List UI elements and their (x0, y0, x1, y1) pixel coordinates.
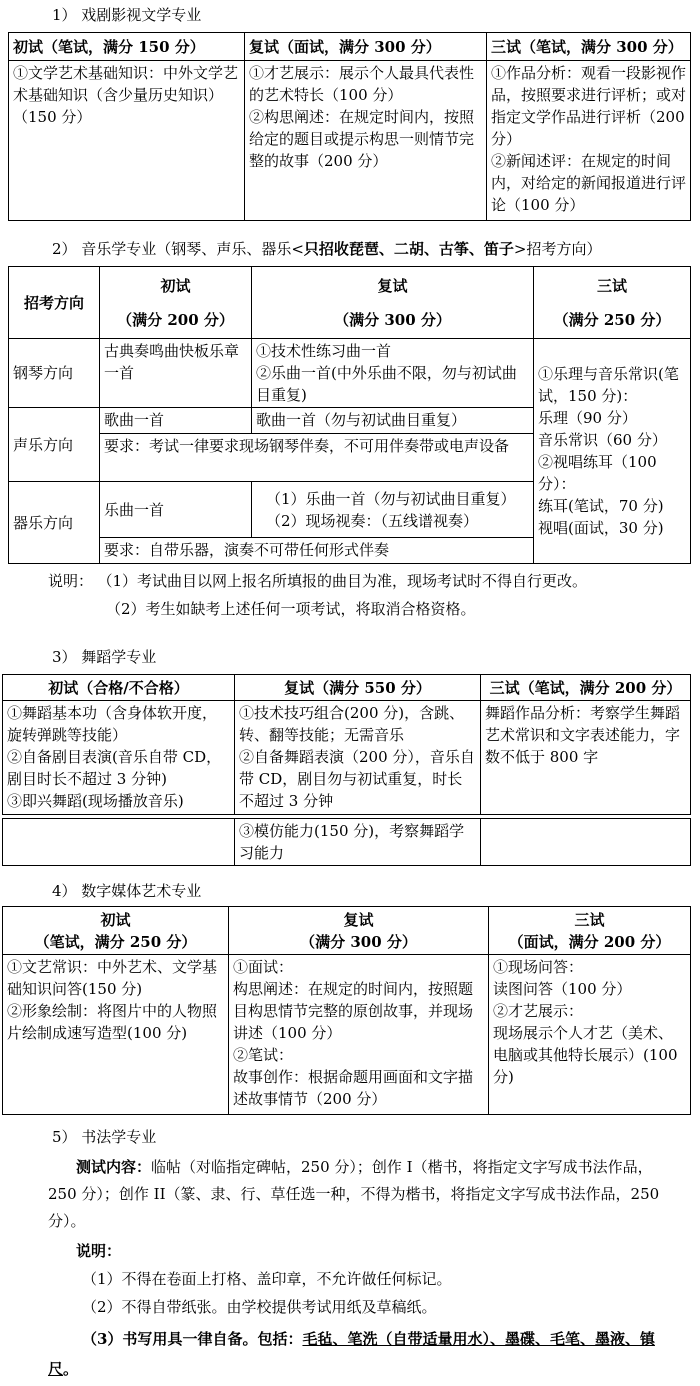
drama-third-item-2: ②新闻述评：在规定的时间内，对给定的新闻报道进行评论（100 分） (491, 152, 687, 214)
drama-first-item: ①文学艺术基础知识：中外文学艺术基础知识（含少量历史知识）（150 分） (13, 64, 239, 126)
piano-second-1: ①技术性练习曲一首 (256, 342, 392, 360)
dance-first-3: ③即兴舞蹈(现场播放音乐) (7, 792, 184, 810)
music-third-6: 视唱(面试，30 分) (538, 519, 664, 537)
media-first-1: ①文艺常识：中外艺术、文学基础知识问答(150 分) (7, 958, 218, 998)
instrument-second (252, 482, 534, 538)
media-second-3: ②笔试： (233, 1046, 294, 1064)
music-header-second-label: 复试 (377, 276, 408, 295)
section-2-title-post: >招考方向） (513, 240, 602, 258)
voice-direction: 声乐方向 (9, 408, 100, 482)
media-third-1: ①现场问答： (493, 958, 584, 976)
calligraphy-note-3-tools: 毛毡、笔洗（自带适量用水）、墨碟、毛笔、墨液、镇尺 (48, 1330, 655, 1378)
section-1-title: 1） 戏剧影视文学专业 (52, 6, 202, 24)
dance-second-1: ①技术技巧组合(200 分)，含跳、转、翻等技能；无需音乐 (239, 704, 465, 744)
calligraphy-content (48, 1154, 660, 1235)
media-header-first-label: 初试 (100, 910, 131, 929)
piano-first: 古典奏鸣曲快板乐章一首 (100, 339, 252, 408)
dance-first-cell (3, 701, 235, 815)
voice-requirement: 要求：考试一律要求现场钢琴伴奏，不可用伴奏带或电声设备 (100, 434, 534, 482)
instrument-second-1: （1）乐曲一首（勿与初试曲目重复） (266, 489, 516, 508)
music-header-second (252, 267, 534, 339)
media-second-cell (229, 955, 489, 1115)
dance-header-first: 初试（合格/不合格） (3, 675, 235, 701)
dance-table (2, 674, 691, 815)
media-table (2, 906, 691, 1115)
drama-second-cell (245, 61, 487, 221)
music-note-label: 说明： (48, 572, 94, 590)
drama-header-third: 三试（笔试，满分 300 分） (487, 33, 691, 61)
piano-second (252, 339, 534, 408)
dance-extra-empty-2 (481, 819, 691, 866)
calligraphy-note-3 (48, 1324, 668, 1384)
media-third-3: ②才艺展示： (493, 1002, 584, 1020)
calligraphy-note-1: （1）不得在卷面上打格、盖印章，不允许做任何标记。 (82, 1270, 452, 1288)
calligraphy-note-3-post: 。 (63, 1360, 79, 1378)
piano-direction: 钢琴方向 (9, 339, 100, 408)
music-third-cell (534, 339, 691, 564)
music-header-first-score: （满分 200 分） (117, 310, 234, 329)
music-header-first (100, 267, 252, 339)
music-header-first-label: 初试 (160, 276, 191, 295)
media-second-1: ①面试： (233, 958, 294, 976)
dance-header-second: 复试（满分 550 分） (235, 675, 481, 701)
music-note-1-text: （1）考试曲目以网上报名所填报的曲目为准，现场考试时不得自行更改。 (105, 572, 588, 590)
voice-second: 歌曲一首（勿与初试曲目重复） (252, 408, 534, 434)
drama-second-item-2: ②构思阐述：在规定时间内，按照给定的题目或提示构思一则情节完整的故事（200 分） (249, 108, 475, 170)
section-2-title-bold: 只招收琵琶、二胡、古筝、笛子 (303, 240, 514, 258)
drama-header-first: 初试（笔试，满分 150 分） (9, 33, 245, 61)
media-second-4: 故事创作：根据命题用画面和文字描述故事情节（200 分） (233, 1068, 474, 1108)
media-header-third-score: （面试，满分 200 分） (508, 932, 671, 951)
music-third-2: 乐理（90 分） (538, 409, 637, 427)
section-5-title: 5） 书法学专业 (52, 1128, 157, 1146)
media-first-2: ②形象绘制：将图片中的人物照片绘制成速写造型(100 分) (7, 1002, 218, 1042)
music-note-2: （2）考生如缺考上述任何一项考试，将取消合格资格。 (106, 600, 476, 618)
media-header-first (3, 907, 229, 955)
music-header-third (534, 267, 691, 339)
music-note-1 (48, 570, 587, 592)
dance-header-third: 三试（笔试，满分 200 分） (481, 675, 691, 701)
media-third-4: 现场展示个人才艺（美术、电脑或其他特长展示）(100 分) (493, 1024, 678, 1086)
dance-extra-empty-1 (3, 819, 235, 866)
music-header-third-label: 三试 (596, 276, 627, 295)
section-4-title: 4） 数字媒体艺术专业 (52, 882, 202, 900)
media-third-2: 读图问答（100 分） (493, 980, 632, 998)
music-header-second-score: （满分 300 分） (334, 310, 451, 329)
drama-first-cell (9, 61, 245, 221)
calligraphy-note-2: （2）不得自带纸张。由学校提供考试用纸及草稿纸。 (82, 1298, 437, 1316)
dance-first-2: ②自备剧目表演(音乐自带 CD，剧目时长不超过 3 分钟) (7, 748, 222, 788)
drama-third-cell (487, 61, 691, 221)
dance-extra-cell: ③模仿能力(150 分)，考察舞蹈学习能力 (235, 819, 481, 866)
calligraphy-content-text: 临帖（对临指定碑帖，250 分）；创作 I（楷书，将指定文字写成书法作品，250 分）；创作 II（篆、隶、行、草任选一种，不得为楷书，将指定文字写成书法作品，250 分）。 (48, 1158, 660, 1230)
drama-third-item-1: ①作品分析：观看一段影视作品，按照要求进行评析；或对指定文学作品进行评析（200 分） (491, 64, 687, 148)
music-table (8, 266, 691, 564)
calligraphy-note-label: 说明： (76, 1242, 122, 1260)
calligraphy-content-label: 测试内容： (76, 1158, 152, 1176)
instrument-direction: 器乐方向 (9, 482, 100, 564)
media-first-cell (3, 955, 229, 1115)
section-2-title-pre: 2） 音乐学专业（钢琴、声乐、器乐< (52, 240, 304, 258)
dance-extra-table (2, 818, 691, 866)
media-header-second-label: 复试 (343, 910, 374, 929)
media-header-second-score: （满分 300 分） (300, 932, 417, 951)
media-header-second (229, 907, 489, 955)
music-third-1: ①乐理与音乐常识(笔试，150 分)： (538, 365, 679, 405)
music-third-4: ②视唱练耳（100 分）： (538, 453, 657, 493)
media-second-2: 构思阐述：在规定的时间内，按照题目构思情节完整的原创故事，并现场讲述（100 分） (233, 980, 474, 1042)
music-header-third-score: （满分 250 分） (553, 310, 671, 329)
section-2-title (52, 238, 601, 260)
music-third-5: 练耳(笔试，70 分) (538, 497, 664, 515)
instrument-requirement: 要求：自带乐器，演奏不可带任何形式伴奏 (100, 538, 534, 564)
instrument-second-2: （2）现场视奏：（五线谱视奏） (266, 511, 479, 530)
dance-first-1: ①舞蹈基本功（含身体软开度，旋转弹跳等技能） (7, 704, 218, 744)
instrument-first: 乐曲一首 (100, 482, 252, 538)
piano-second-2: ②乐曲一首(中外乐曲不限，勿与初试曲目重复) (256, 364, 517, 404)
dance-second-2: ②自备舞蹈表演（200 分），音乐自带 CD，剧目勿与初试重复，时长不超过 3 分钟 (239, 748, 475, 810)
dance-second-cell (235, 701, 481, 815)
media-header-third (489, 907, 691, 955)
section-3-title: 3） 舞蹈学专业 (52, 648, 157, 666)
calligraphy-note-3-pre: （3）书写用具一律自备。包括： (82, 1330, 303, 1348)
media-header-first-score: （笔试，满分 250 分） (34, 932, 197, 951)
drama-second-item-1: ①才艺展示：展示个人最具代表性的艺术特长（100 分） (249, 64, 475, 104)
music-third-3: 音乐常识（60 分） (538, 431, 667, 449)
drama-header-second: 复试（面试，满分 300 分） (245, 33, 487, 61)
drama-table (8, 32, 691, 221)
media-third-cell (489, 955, 691, 1115)
voice-first: 歌曲一首 (100, 408, 252, 434)
media-header-third-label: 三试 (574, 910, 605, 929)
music-header-direction: 招考方向 (9, 267, 100, 339)
dance-third-cell: 舞蹈作品分析：考察学生舞蹈艺术常识和文字表述能力，字数不低于 800 字 (481, 701, 691, 815)
